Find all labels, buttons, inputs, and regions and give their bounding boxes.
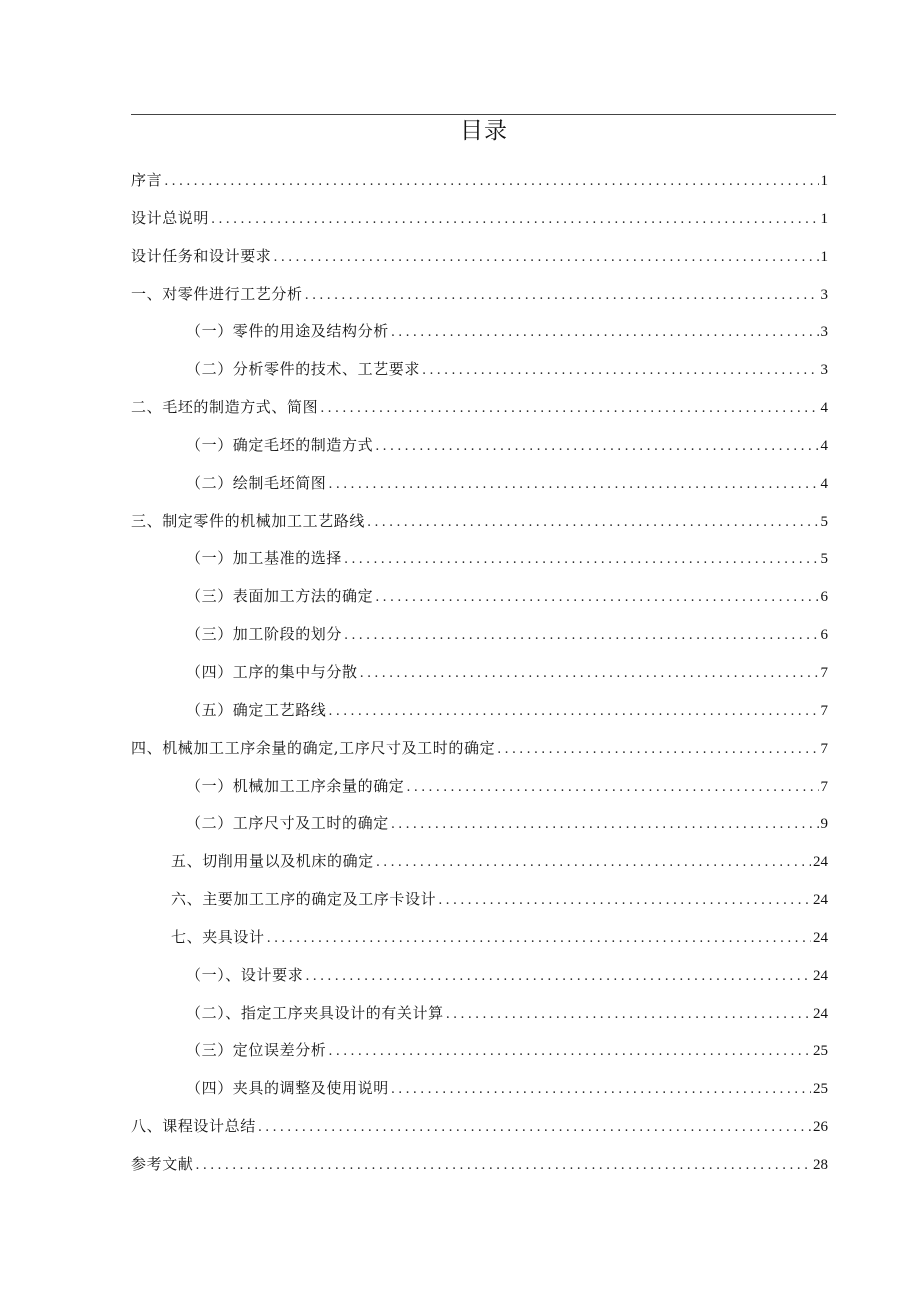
toc-dot-leader	[360, 655, 819, 693]
toc-dot-leader	[391, 314, 819, 352]
toc-dot-leader	[422, 352, 818, 390]
toc-page-number: 25	[813, 1081, 828, 1098]
toc-dot-leader	[328, 693, 818, 731]
toc-entry[interactable]	[131, 238, 828, 276]
toc-entry-text: （二）分析零件的技术、工艺要求	[186, 360, 421, 379]
toc-dot-leader	[375, 579, 818, 617]
toc-entry-text: （二）、指定工序夹具设计的有关计算	[186, 1003, 444, 1022]
toc-dot-leader	[328, 466, 818, 504]
toc-dot-leader	[305, 958, 811, 996]
toc-entry[interactable]	[131, 389, 828, 427]
toc-page-number: 3	[820, 362, 828, 379]
toc-entry[interactable]	[131, 654, 828, 692]
toc-page-number: 1	[820, 248, 828, 265]
toc-entry[interactable]	[131, 881, 828, 919]
toc-dot-leader	[391, 1071, 811, 1109]
toc-entry[interactable]	[131, 692, 828, 730]
toc-entry[interactable]	[131, 730, 828, 768]
toc-page-number: 25	[813, 1043, 828, 1060]
toc-entry-text: （四）夹具的调整及使用说明	[186, 1079, 389, 1098]
toc-page-number: 6	[820, 589, 828, 606]
toc-page-number: 4	[820, 437, 828, 454]
toc-dot-leader	[344, 541, 818, 579]
toc-entry-text: 设计总说明	[131, 208, 210, 227]
toc-page-number: 9	[820, 816, 828, 833]
toc-page-number: 4	[820, 400, 828, 417]
toc-entry[interactable]	[131, 1108, 828, 1146]
toc-page-number: 24	[813, 967, 828, 984]
toc-entry-text: （一）加工基准的选择	[186, 549, 343, 568]
toc-entry-text: 八、课程设计总结	[131, 1117, 256, 1136]
toc-entry-text: 一、对零件进行工艺分析	[131, 284, 303, 303]
toc-entry-text: 参考文献	[131, 1154, 194, 1173]
toc-dot-leader	[305, 277, 819, 315]
toc-dot-leader	[344, 617, 818, 655]
toc-entry-text: （二）工序尺寸及工时的确定	[186, 814, 389, 833]
toc-entry-text: 二、毛坯的制造方式、简图	[131, 398, 319, 417]
toc-page-number: 24	[813, 892, 828, 909]
toc-entry[interactable]	[131, 768, 828, 806]
toc-entry[interactable]	[131, 578, 828, 616]
toc-entry-text: （一）零件的用途及结构分析	[186, 322, 389, 341]
toc-page-number: 7	[820, 740, 828, 757]
toc-entry[interactable]	[131, 427, 828, 465]
toc-entry[interactable]	[131, 540, 828, 578]
toc-entry[interactable]	[131, 351, 828, 389]
table-of-contents	[131, 162, 828, 1184]
toc-entry[interactable]	[131, 276, 828, 314]
toc-entry-text: （三）定位误差分析	[186, 1041, 327, 1060]
toc-entry-text: 序言	[131, 171, 163, 189]
toc-dot-leader	[446, 996, 811, 1034]
toc-entry[interactable]	[131, 957, 828, 995]
toc-page-number: 5	[820, 551, 828, 568]
toc-entry[interactable]	[131, 1070, 828, 1108]
toc-page-number: 26	[813, 1119, 828, 1136]
toc-page-number: 7	[820, 664, 828, 681]
toc-entry-text: 六、主要加工工序的确定及工序卡设计	[171, 890, 437, 909]
toc-entry-text: 设计任务和设计要求	[131, 246, 272, 265]
toc-dot-leader	[328, 1033, 811, 1071]
toc-page-number: 1	[820, 173, 828, 189]
toc-entry[interactable]	[131, 919, 828, 957]
toc-entry[interactable]	[131, 1146, 828, 1184]
toc-entry-text: （一）机械加工工序余量的确定	[186, 776, 405, 795]
toc-dot-leader	[320, 390, 818, 428]
toc-entry[interactable]	[131, 465, 828, 503]
toc-entry-text: 五、切削用量以及机床的确定	[171, 852, 374, 871]
toc-page-number: 3	[820, 286, 828, 303]
toc-entry[interactable]	[131, 503, 828, 541]
toc-entry[interactable]	[131, 200, 828, 238]
toc-dot-leader	[497, 731, 818, 769]
toc-entry-text: 三、制定零件的机械加工工艺路线	[131, 511, 366, 530]
toc-page-number: 4	[820, 475, 828, 492]
toc-entry[interactable]	[131, 995, 828, 1033]
toc-entry[interactable]	[131, 162, 828, 200]
toc-dot-leader	[267, 920, 811, 958]
toc-dot-leader	[406, 769, 818, 807]
toc-page-number: 1	[820, 210, 828, 227]
toc-page-number: 3	[820, 324, 828, 341]
toc-dot-leader	[391, 806, 819, 844]
toc-dot-leader	[195, 1147, 811, 1185]
toc-entry-text: 七、夹具设计	[171, 927, 265, 946]
toc-page-number: 24	[813, 929, 828, 946]
toc-entry[interactable]	[131, 805, 828, 843]
toc-entry-text: （四）工序的集中与分散	[186, 662, 358, 681]
toc-dot-leader	[211, 201, 818, 239]
toc-title: 目录	[460, 118, 508, 144]
toc-entry-text: 四、机械加工工序余量的确定,工序尺寸及工时的确定	[131, 738, 496, 757]
toc-entry-text: （三）表面加工方法的确定	[186, 587, 374, 606]
toc-dot-leader	[376, 844, 811, 882]
toc-page-number: 24	[813, 1005, 828, 1022]
toc-page-number: 7	[820, 778, 828, 795]
toc-page-number: 24	[813, 854, 828, 871]
toc-entry[interactable]	[131, 616, 828, 654]
toc-page-number: 28	[813, 1156, 828, 1173]
toc-dot-leader	[438, 882, 811, 920]
toc-page-number: 5	[820, 513, 828, 530]
toc-entry-text: （一）确定毛坯的制造方式	[186, 435, 374, 454]
toc-dot-leader	[258, 1109, 811, 1147]
toc-page-number: 6	[820, 627, 828, 644]
toc-page-number: 7	[820, 702, 828, 719]
toc-entry-text: （一）、设计要求	[186, 965, 304, 984]
toc-dot-leader	[164, 163, 818, 201]
toc-entry-text: （三）加工阶段的划分	[186, 625, 343, 644]
toc-dot-leader	[273, 239, 818, 277]
toc-entry-text: （五）确定工艺路线	[186, 700, 327, 719]
toc-entry[interactable]	[131, 313, 828, 351]
toc-entry[interactable]	[131, 1032, 828, 1070]
toc-dot-leader	[375, 428, 818, 466]
toc-dot-leader	[367, 504, 818, 542]
toc-entry-text: （二）绘制毛坯简图	[186, 473, 327, 492]
toc-entry[interactable]	[131, 843, 828, 881]
